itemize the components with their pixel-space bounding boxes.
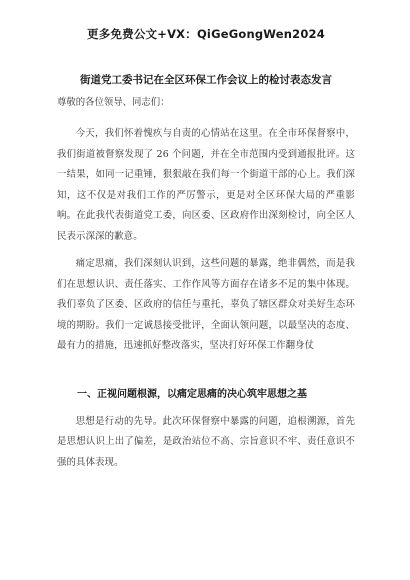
body-paragraph: 今天，我们怀着愧疚与自责的心情站在这里。在全市环保督察中，我们街道被督察发现了 26 个问题，并在全市范围内受到通报批评。这一结果，如同一记重锤，狠狠敲在我们每一个街道干部的心上。我们深知，这不仅是对我们工作的严厉警示，更是对全区环保大局的严重影响。在此我代表街道党工委，向区委、区政府作出深刻检讨，向全区人民表示深深的歉意。: [57, 128, 355, 242]
salutation: 尊敬的各位领导、同志们：: [57, 97, 170, 108]
section-heading: 一、正视问题根源，以痛定思痛的决心筑牢思想之基: [77, 388, 307, 400]
body-paragraph: 痛定思痛，我们深刻认识到，这些问题的暴露，绝非偶然，而是我们在思想认识、责任落实、工作作风等方面存在诸多不足的集中体现。我们辜负了区委、区政府的信任与重托，辜负了辖区群众对美好生态环境的期盼。我们一定诚恳接受批评，全面认领问题，以最坚决的态度、最有力的措施，迅速抓好整改落实，坚决打好环保工作翻身仗: [57, 258, 355, 351]
watermark-header: 更多免费公文+VX：QiGeGongWen2024: [87, 27, 325, 41]
document-title: 街道党工委书记在全区环保工作会议上的检讨表态发言: [80, 74, 332, 86]
section-paragraph: 思想是行动的先导。此次环保督察中暴露的问题，追根溯源，首先是思想认识上出了偏差，是政治站位不高、宗旨意识不牢、责任意识不强的具体表现。: [57, 415, 355, 468]
